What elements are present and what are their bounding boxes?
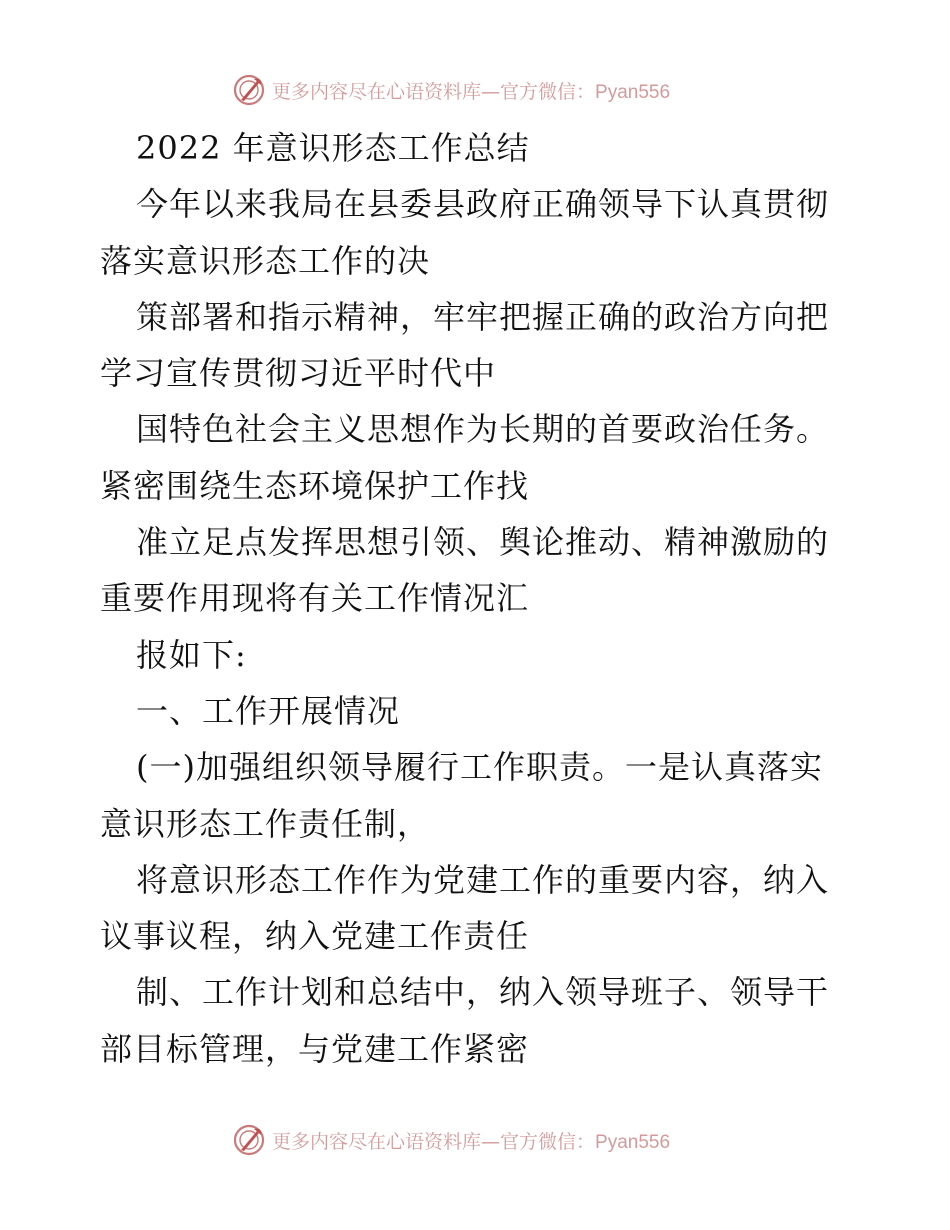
paragraph-line: 准立足点发挥思想引领、舆论推动、精神激励的 (136, 523, 830, 562)
paragraph-line: 制、工作计划和总结中，纳入领导班子、领导干 (136, 973, 830, 1012)
paragraph-line: 学习宣传贯彻习近平时代中 (100, 354, 497, 393)
paragraph-line: 报如下: (136, 635, 247, 674)
document-body (100, 120, 860, 1077)
watermark-wechat-id: Pyan556 (595, 1131, 671, 1153)
watermark-header (232, 72, 752, 108)
paragraph-line: 部目标管理，与党建工作紧密 (100, 1029, 530, 1068)
paragraph-line: 落实意识形态工作的决 (100, 241, 431, 280)
quill-logo-icon (232, 1123, 266, 1157)
watermark-wechat-id: Pyan556 (595, 81, 671, 103)
watermark-text: 更多内容尽在心语资料库—官方微信：Pyan556 (272, 1130, 671, 1153)
watermark-footer (232, 1122, 752, 1158)
subsection-heading: (一)加强组织领导履行工作职责。一是认真落实 (136, 748, 823, 787)
paragraph-line: 今年以来我局在县委县政府正确领导下认真贯彻 (136, 185, 830, 224)
quill-logo-icon (232, 73, 266, 107)
paragraph-line: 议事议程，纳入党建工作责任 (100, 917, 530, 956)
paragraph-line: 国特色社会主义思想作为长期的首要政治任务。 (136, 410, 830, 449)
paragraph-line: 策部署和指示精神，牢牢把握正确的政治方向把 (136, 297, 830, 336)
paragraph-line: 意识形态工作责任制， (100, 804, 431, 843)
document-title: 2022 年意识形态工作总结 (136, 129, 530, 167)
paragraph-line: 重要作用现将有关工作情况汇 (100, 579, 530, 618)
paragraph-line: 紧密围绕生态环境保护工作找 (100, 466, 530, 505)
paragraph-line: 将意识形态工作作为党建工作的重要内容，纳入 (136, 860, 830, 899)
watermark-text: 更多内容尽在心语资料库—官方微信：Pyan556 (272, 80, 671, 103)
section-heading: 一、工作开展情况 (136, 691, 401, 730)
